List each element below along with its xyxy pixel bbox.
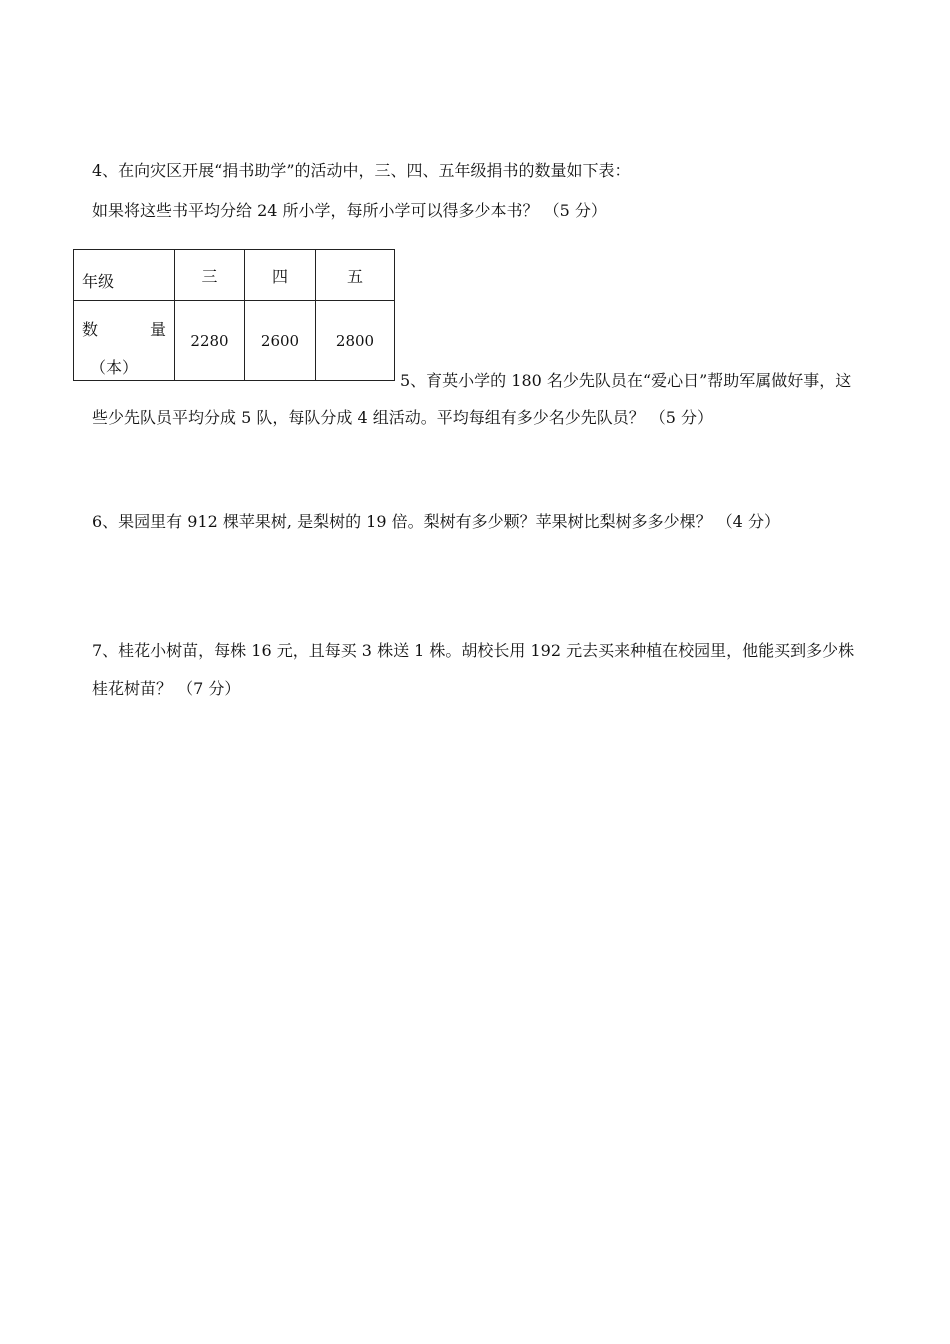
table-row — [74, 301, 395, 381]
book-donation-table — [73, 249, 395, 381]
question-6-line-1: 6、果园里有 912 棵苹果树, 是梨树的 19 倍。梨树有多少颗？苹果树比梨树多多少棵？ （4 分） — [92, 512, 780, 531]
table-cell-grade-3: 2280 — [175, 301, 245, 381]
table-cell-grade-5: 2800 — [316, 301, 395, 381]
question-4-line-1: 4、在向灾区开展“捐书助学”的活动中，三、四、五年级捐书的数量如下表： — [92, 161, 631, 180]
table-quantity-label — [74, 301, 175, 381]
question-5-line-1: 5、育英小学的 180 名少先队员在“爱心日”帮助军属做好事，这 — [400, 371, 852, 390]
table-header-grade: 年级 — [74, 250, 175, 301]
question-7-line-2: 桂花树苗？ （7 分） — [92, 679, 241, 698]
table-header-grade-4: 四 — [245, 250, 316, 301]
quantity-label-part-2: 量 — [149, 320, 166, 339]
table-header-grade-5: 五 — [316, 250, 395, 301]
question-5-line-2: 些少先队员平均分成 5 队，每队分成 4 组活动。平均每组有多少名少先队员？ （5 分） — [92, 408, 714, 427]
quantity-label-unit: （本） — [90, 358, 139, 377]
table-cell-grade-4: 2600 — [245, 301, 316, 381]
quantity-label-part-1: 数 — [82, 320, 99, 339]
question-4-line-2: 如果将这些书平均分给 24 所小学，每所小学可以得多少本书？ （5 分） — [92, 201, 607, 220]
table-header-row — [74, 250, 395, 301]
table-header-grade-3: 三 — [175, 250, 245, 301]
question-7-line-1: 7、桂花小树苗，每株 16 元，且每买 3 株送 1 株。胡校长用 192 元去买来种植在校园里，他能买到多少株 — [92, 641, 855, 660]
